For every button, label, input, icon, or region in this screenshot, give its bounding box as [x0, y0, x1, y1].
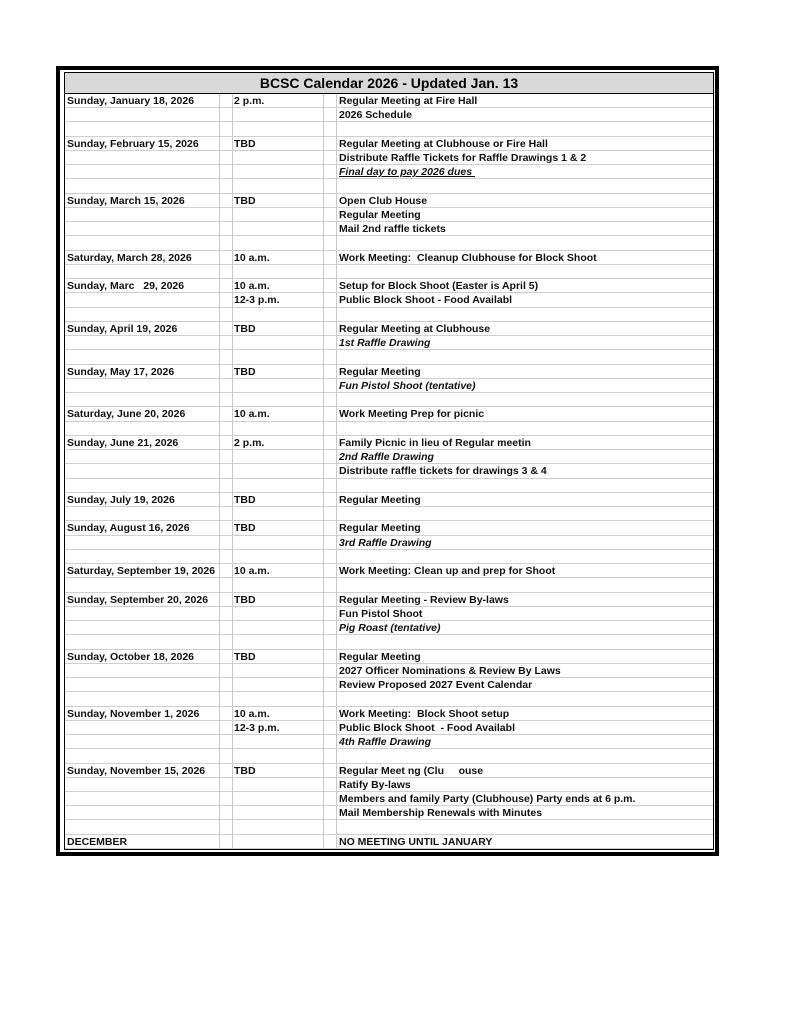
event-description: Mail Membership Renewals with Minutes	[339, 807, 543, 820]
event-date	[67, 308, 217, 321]
event-description: 2026 Schedule	[339, 109, 412, 122]
event-time: TBD	[234, 194, 256, 207]
event-time	[234, 792, 322, 805]
event-description: Open Club House	[339, 194, 428, 207]
event-date	[67, 806, 217, 819]
table-row	[65, 550, 713, 564]
table-row	[65, 322, 713, 336]
table-row	[65, 94, 713, 108]
table-row	[65, 179, 713, 193]
event-time	[234, 621, 322, 634]
table-row	[65, 464, 713, 478]
event-date	[67, 236, 217, 249]
event-date	[67, 336, 217, 349]
table-row	[65, 365, 713, 379]
event-date	[67, 692, 217, 705]
event-time	[234, 122, 322, 135]
table-row	[65, 507, 713, 521]
event-description: Regular Meeting	[339, 522, 421, 535]
table-row	[65, 350, 713, 364]
event-time	[234, 578, 322, 591]
event-description: Setup for Block Shoot (Easter is April 5)	[339, 280, 539, 293]
event-date	[67, 379, 217, 392]
event-date	[67, 479, 217, 492]
event-description	[339, 265, 709, 278]
event-date	[67, 792, 217, 805]
event-description: 2027 Officer Nominations & Review By Laws	[339, 664, 561, 677]
event-time	[234, 450, 322, 463]
event-time: 10 a.m.	[234, 280, 270, 293]
event-date	[67, 749, 217, 762]
event-time	[234, 806, 322, 819]
event-description: Family Picnic in lieu of Regular meetin	[339, 436, 531, 449]
event-date: Sunday, April 19, 2026	[67, 322, 178, 335]
event-time	[234, 778, 322, 791]
event-date	[67, 393, 217, 406]
event-time: TBD	[234, 593, 256, 606]
event-time	[234, 821, 322, 834]
event-time	[234, 464, 322, 477]
table-row	[65, 721, 713, 735]
event-time	[234, 222, 322, 235]
event-time	[234, 422, 322, 435]
event-time	[234, 350, 322, 363]
event-description	[339, 122, 709, 135]
event-time	[234, 336, 322, 349]
table-row	[65, 336, 713, 350]
event-time: TBD	[234, 137, 256, 150]
table-row	[65, 607, 713, 621]
event-date: Saturday, June 20, 2026	[67, 408, 186, 421]
event-time	[234, 265, 322, 278]
event-time: 12-3 p.m.	[234, 294, 280, 307]
event-description: Work Meeting: Clean up and prep for Shoot	[339, 565, 556, 578]
event-description	[339, 507, 709, 520]
event-date	[67, 578, 217, 591]
table-row	[65, 208, 713, 222]
event-description	[339, 479, 709, 492]
event-time	[234, 536, 322, 549]
event-time: TBD	[234, 365, 256, 378]
event-description: Regular Meeting	[339, 650, 421, 663]
event-description	[339, 821, 709, 834]
event-time: 10 a.m.	[234, 565, 270, 578]
table-row	[65, 436, 713, 450]
event-time	[234, 179, 322, 192]
table-row	[65, 293, 713, 307]
table-row	[65, 749, 713, 763]
event-time: TBD	[234, 764, 256, 777]
table-row	[65, 265, 713, 279]
table-row	[65, 536, 713, 550]
table-row	[65, 764, 713, 778]
event-time	[234, 308, 322, 321]
event-date	[67, 422, 217, 435]
table-row	[65, 692, 713, 706]
event-date	[67, 108, 217, 121]
event-time: 2 p.m.	[234, 95, 265, 107]
event-description: Ratify By-laws	[339, 778, 411, 791]
event-time	[234, 208, 322, 221]
event-date	[67, 265, 217, 278]
event-description: Work Meeting: Block Shoot setup	[339, 707, 510, 720]
table-row	[65, 806, 713, 820]
event-date	[67, 179, 217, 192]
event-time: 2 p.m.	[234, 436, 265, 449]
event-description	[339, 350, 709, 363]
event-time	[234, 151, 322, 164]
table-row	[65, 735, 713, 749]
event-date	[67, 208, 217, 221]
event-description	[339, 692, 709, 705]
event-description: Public Block Shoot - Food Availabl	[339, 721, 515, 734]
event-date	[67, 607, 217, 620]
event-description	[339, 550, 709, 563]
event-time: 12-3 p.m.	[234, 721, 280, 734]
event-description	[339, 236, 709, 249]
event-description: Work Meeting Prep for picnic	[339, 408, 485, 421]
table-row	[65, 778, 713, 792]
event-description: Work Meeting: Cleanup Clubhouse for Block Shoot	[339, 251, 597, 264]
event-description: Regular Meeting at Clubhouse	[339, 322, 491, 335]
event-date	[67, 165, 217, 178]
event-description	[339, 578, 709, 591]
event-date	[67, 778, 217, 791]
table-row	[65, 479, 713, 493]
event-date	[67, 151, 217, 164]
event-time	[234, 678, 322, 691]
event-date: Sunday, March 15, 2026	[67, 194, 185, 207]
event-time	[234, 835, 322, 848]
event-date: Sunday, February 15, 2026	[67, 137, 199, 150]
table-row	[65, 835, 713, 849]
event-date	[67, 293, 217, 306]
event-time	[234, 735, 322, 748]
event-date: Sunday, January 18, 2026	[67, 95, 195, 107]
event-description	[339, 422, 709, 435]
event-description: Fun Pistol Shoot (tentative)	[339, 379, 476, 392]
event-time: TBD	[234, 493, 256, 506]
event-description	[339, 635, 709, 648]
event-time	[234, 393, 322, 406]
event-time: 10 a.m.	[234, 408, 270, 421]
event-date	[67, 621, 217, 634]
event-time	[234, 749, 322, 762]
table-row	[65, 151, 713, 165]
event-date	[67, 507, 217, 520]
calendar-title: BCSC Calendar 2026 - Updated Jan. 13	[65, 73, 713, 94]
table-row	[65, 678, 713, 692]
event-description: Regular Meeting	[339, 365, 421, 378]
table-row	[65, 564, 713, 578]
table-row	[65, 137, 713, 151]
table-row	[65, 707, 713, 721]
event-time	[234, 379, 322, 392]
event-time	[234, 507, 322, 520]
event-description: 4th Raffle Drawing	[339, 736, 431, 749]
event-time: TBD	[234, 522, 256, 535]
event-time: 10 a.m.	[234, 707, 270, 720]
event-description	[339, 749, 709, 762]
table-row	[65, 578, 713, 592]
event-description: Fun Pistol Shoot	[339, 607, 423, 620]
table-row	[65, 635, 713, 649]
event-date	[67, 664, 217, 677]
event-date	[67, 550, 217, 563]
event-description: Final day to pay 2026 dues	[339, 166, 475, 179]
event-time	[234, 550, 322, 563]
event-description	[339, 393, 709, 406]
event-description: Mail 2nd raffle tickets	[339, 223, 446, 236]
event-description: Regular Meet ng (Clu ouse	[339, 764, 484, 777]
event-description: 2nd Raffle Drawing	[339, 451, 434, 464]
event-description: Regular Meeting at Fire Hall	[339, 95, 478, 107]
table-row	[65, 194, 713, 208]
event-time: 10 a.m.	[234, 251, 270, 264]
table-row	[65, 621, 713, 635]
event-date	[67, 122, 217, 135]
table-row	[65, 236, 713, 250]
event-date: Sunday, June 21, 2026	[67, 436, 179, 449]
event-date: Sunday, July 19, 2026	[67, 493, 175, 506]
table-row	[65, 308, 713, 322]
event-date	[67, 735, 217, 748]
event-description: Regular Meeting	[339, 208, 421, 221]
event-date: Sunday, August 16, 2026	[67, 522, 190, 535]
event-description	[339, 308, 709, 321]
table-row	[65, 279, 713, 293]
event-description: 3rd Raffle Drawing	[339, 536, 432, 549]
table-row	[65, 393, 713, 407]
event-date	[67, 721, 217, 734]
table-row	[65, 450, 713, 464]
table-row	[65, 593, 713, 607]
event-date	[67, 678, 217, 691]
event-date	[67, 222, 217, 235]
event-date: Sunday, September 20, 2026	[67, 593, 209, 606]
event-time	[234, 108, 322, 121]
event-description: NO MEETING UNTIL JANUARY	[339, 835, 493, 848]
table-row	[65, 165, 713, 179]
event-date	[67, 635, 217, 648]
event-time	[234, 479, 322, 492]
event-description: Members and family Party (Clubhouse) Party ends at 6 p.m.	[339, 793, 636, 806]
event-time	[234, 692, 322, 705]
event-description: Regular Meeting - Review By-laws	[339, 593, 509, 606]
event-description: Public Block Shoot - Food Availabl	[339, 294, 513, 307]
table-row	[65, 379, 713, 393]
table-row	[65, 792, 713, 806]
event-date: Sunday, May 17, 2026	[67, 365, 175, 378]
event-time	[234, 165, 322, 178]
event-time	[234, 236, 322, 249]
event-date	[67, 536, 217, 549]
table-row	[65, 521, 713, 535]
event-description: Distribute Raffle Tickets for Raffle Drawings 1 & 2	[339, 151, 587, 164]
table-row	[65, 108, 713, 122]
event-time	[234, 664, 322, 677]
event-date: Sunday, Marc 29, 2026	[67, 280, 185, 293]
calendar-table	[65, 94, 713, 849]
event-time: TBD	[234, 322, 256, 335]
event-description: Regular Meeting at Clubhouse or Fire Hall	[339, 137, 548, 150]
event-date: Sunday, October 18, 2026	[67, 650, 195, 663]
event-date: DECEMBER	[67, 835, 128, 848]
event-time	[234, 607, 322, 620]
event-date: Saturday, September 19, 2026	[67, 565, 216, 578]
event-time: TBD	[234, 650, 256, 663]
event-description	[339, 179, 709, 192]
table-row	[65, 664, 713, 678]
table-row	[65, 122, 713, 136]
event-date	[67, 464, 217, 477]
event-date: Sunday, November 15, 2026	[67, 764, 206, 777]
event-date: Saturday, March 28, 2026	[67, 251, 192, 264]
table-row	[65, 251, 713, 265]
event-date	[67, 350, 217, 363]
event-date	[67, 821, 217, 834]
table-row	[65, 650, 713, 664]
event-description: 1st Raffle Drawing	[339, 337, 431, 350]
event-date	[67, 450, 217, 463]
table-row	[65, 821, 713, 835]
event-date: Sunday, November 1, 2026	[67, 707, 200, 720]
event-description: Regular Meeting	[339, 493, 421, 506]
event-description: Distribute raffle tickets for drawings 3 & 4	[339, 465, 547, 478]
table-row	[65, 422, 713, 436]
table-row	[65, 493, 713, 507]
event-description: Review Proposed 2027 Event Calendar	[339, 679, 533, 692]
table-row	[65, 222, 713, 236]
event-description: Pig Roast (tentative)	[339, 622, 441, 635]
event-time	[234, 635, 322, 648]
table-row	[65, 407, 713, 421]
